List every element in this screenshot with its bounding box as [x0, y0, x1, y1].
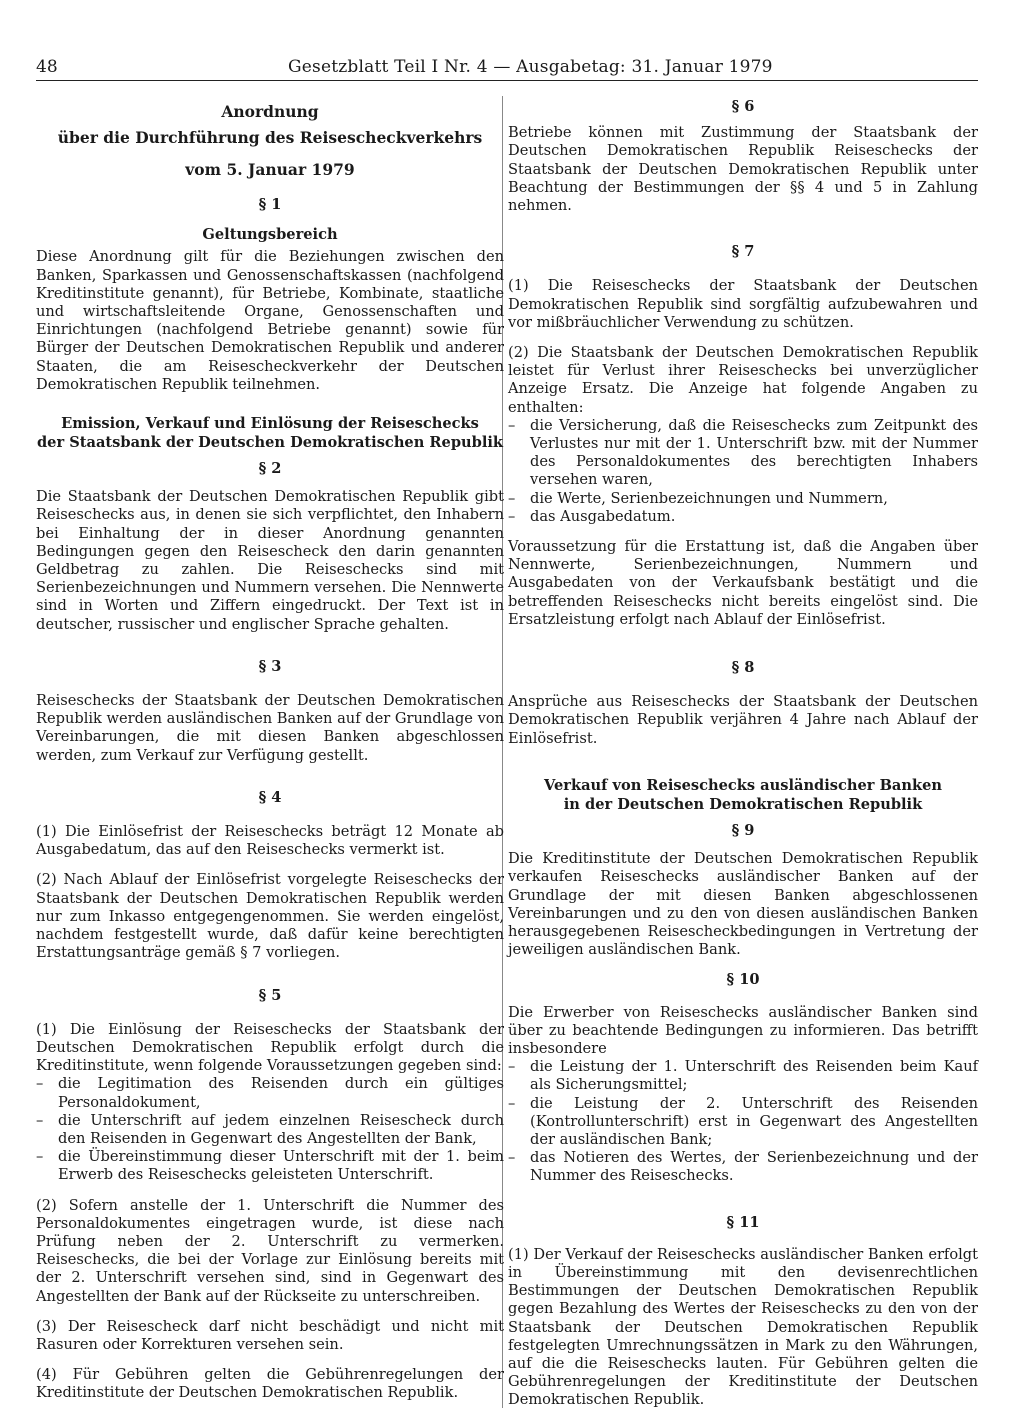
paragraph-heading-2: § 2 [258, 460, 282, 478]
list-item: – die Versicherung, daß die Reiseschecks zum Zeitpunkt des Verlustes nur mit der 1. Unterschrift bzw. mit der Nummer des Personaldokumentes des berechtigten Inhabers versehen waren, [508, 417, 978, 490]
document-title-line-2: über die Durchführung des Reisescheckverkehrs [57, 128, 483, 147]
paragraph-heading-3: § 3 [258, 657, 282, 675]
section-heading-emission-line-2: der Staatsbank der Deutschen Demokratischen Republik [36, 434, 504, 452]
list-item: – das Ausgabedatum. [508, 508, 978, 526]
paragraph-9-text: Die Kreditinstitute der Deutschen Demokratischen Republik verkaufen Reiseschecks ausländischer Banken auf der Grundlage der mit diesen Banken abgeschlossenen Vereinbarungen und zu den von diesen ausländischen Banken herausgegebenen Reisescheckbedingungen in Vertretung der jeweiligen ausländischen Bank. [508, 850, 978, 959]
paragraph-heading-7: § 7 [731, 243, 755, 261]
paragraph-3-text: Reiseschecks der Staatsbank der Deutschen Demokratischen Republik werden ausländischen Banken auf der Grundlage von Vereinbarungen, die mit diesen Banken abgeschlossen werden, zum Verkauf zur Verfügung gestellt. [36, 692, 505, 764]
paragraph-6-text: Betriebe können mit Zustimmung der Staatsbank der Deutschen Demokratischen Republik Reiseschecks der Staatsbank der Deutschen Demokratischen Republik unter Beachtung der Bestimmungen der §§ 4 und 5 in Zahlung nehmen. [508, 124, 978, 215]
paragraph-1-text: Diese Anordnung gilt für die Beziehungen zwischen den Banken, Sparkassen und Genossenschaftskassen (nachfolgend Kreditinstitute genannt), für Betriebe, Kombinate, staatliche und wirtschaftsleitende Organe, Genossenschaften und Einrichtungen (nachfolgend Betriebe genannt) sowie für Bürger der Deutschen Demokratischen Republik und anderer Staaten, die am Reisescheckverkehr der Deutschen Demokratischen Republik teilnehmen. [36, 248, 504, 393]
section-heading-foreign-banks-line-1: Verkauf von Reiseschecks ausländischer Banken [544, 776, 942, 794]
document-date: vom 5. Januar 1979 [185, 160, 355, 179]
paragraph-8-text: Ansprüche aus Reiseschecks der Staatsbank der Deutschen Demokratischen Republik verjähren 4 Jahre nach Ablauf der Einlösefrist. [508, 693, 978, 747]
section-heading-emission-line-1: Emission, Verkauf und Einlösung der Reiseschecks [61, 415, 479, 433]
section-heading-foreign-banks-line-2: in der Deutschen Demokratischen Republik [563, 795, 923, 813]
document-title-line-1: Anordnung [221, 102, 319, 121]
page-header [36, 50, 978, 81]
paragraph-heading-6: § 6 [731, 98, 755, 115]
paragraph-5-conditions-list [36, 1075, 504, 1184]
paragraph-heading-8: § 8 [731, 659, 755, 677]
paragraph-11-subsection-1: (1) Der Verkauf der Reiseschecks ausländischer Banken erfolgt in Übereinstimmung mit den devisenrechtlichen Bestimmungen der Deutschen Demokratischen Republik gegen Bezahlung des Wertes der Reiseschecks zu den von der Staatsbank der Deutschen Demokratischen Republik festgelegten Umrechnungssätzen in Mark zu den Währungen, auf die die Reiseschecks lauten. Für Gebühren gelten die Gebührenregelungen der Kreditinstitute der Deutschen Demokratischen Republik. [508, 1245, 978, 1409]
paragraph-heading-9: § 9 [731, 821, 755, 839]
list-item: – die Werte, Serienbezeichnungen und Nummern, [508, 490, 978, 508]
paragraph-5-subsection-1: (1) Die Einlösung der Reiseschecks der Staatsbank der Deutschen Demokratischen Republik erfolgt durch die Kreditinstitute, wenn folgende Voraussetzungen gegeben sind: [36, 1020, 504, 1075]
page-number: 48 [36, 57, 58, 77]
paragraph-5-subsection-2: (2) Sofern anstelle der 1. Unterschrift die Nummer des Personaldokumentes eingetragen wurde, ist diese nach Prüfung neben der 2. Unterschrift zu vermerken. Reiseschecks, die bei der Vorlage zur Einlösung bereits mit der 2. Unterschrift versehen sind, sind in Gegenwart des Angestellten der Bank auf der Rückseite zu unterschreiben. [36, 1196, 504, 1305]
paragraph-2-text: Die Staatsbank der Deutschen Demokratischen Republik gibt Reiseschecks aus, in denen sie sich verpflichtet, den Inhabern bei Einhaltung der in dieser Anordnung genannten Bedingungen gegen den Reisescheck den darin genannten Geldbetrag zu zahlen. Die Reiseschecks sind mit Serienbezeichnungen und Nummern versehen. Die Nennwerte sind in Worten und Ziffern eingedruckt. Der Text ist in deutscher, russischer und englischer Sprache gehalten. [36, 488, 504, 633]
section-heading-emission [36, 414, 504, 452]
paragraph-5-subsection-4: (4) Für Gebühren gelten die Gebührenregelungen der Kreditinstitute der Deutschen Demokratischen Republik. [36, 1366, 504, 1402]
paragraph-heading-10: § 10 [726, 971, 760, 989]
paragraph-subheading-scope: Geltungsbereich [202, 226, 338, 244]
gazette-header-title: Gesetzblatt Teil I Nr. 4 — Ausgabetag: 31. Januar 1979 [288, 57, 773, 77]
paragraph-7-subsection-3: Voraussetzung für die Erstattung ist, daß die Angaben über Nennwerte, Serienbezeichnungen, Nummern und Ausgabedaten von der Verkaufsbank bestätigt und die betreffenden Reiseschecks nicht bereits eingelöst sind. Die Ersatzleistung erfolgt nach Ablauf der Einlösefrist. [508, 538, 978, 628]
list-item: – die Leistung der 2. Unterschrift des Reisenden (Kontrollunterschrift) erst in Gegenwart des Angestellten der ausländischen Bank; [508, 1095, 978, 1150]
list-item: – die Legitimation des Reisenden durch ein gültiges Personaldokument, [36, 1075, 504, 1111]
paragraph-7-subsection-1: (1) Die Reiseschecks der Staatsbank der Deutschen Demokratischen Republik sind sorgfältig aufzubewahren und vor mißbräuchlicher Verwendung zu schützen. [508, 277, 978, 331]
paragraph-heading-1: § 1 [258, 196, 282, 213]
paragraph-7-details-list [508, 417, 978, 526]
paragraph-heading-4: § 4 [258, 788, 282, 806]
paragraph-heading-11: § 11 [726, 1213, 760, 1231]
list-item: – die Unterschrift auf jedem einzelnen Reisescheck durch den Reisenden in Gegenwart des Angestellten der Bank, [36, 1112, 504, 1148]
paragraph-5-subsection-3: (3) Der Reisescheck darf nicht beschädigt und nicht mit Rasuren oder Korrekturen versehen sein. [36, 1317, 504, 1353]
list-item: – die Übereinstimmung dieser Unterschrift mit der 1. beim Erwerb des Reiseschecks geleisteten Unterschrift. [36, 1148, 504, 1184]
paragraph-10-conditions-list [508, 1058, 978, 1185]
list-item: – die Leistung der 1. Unterschrift des Reisenden beim Kauf als Sicherungsmittel; [508, 1058, 978, 1094]
paragraph-10-text: Die Erwerber von Reiseschecks ausländischer Banken sind über zu beachtende Bedingungen zu informieren. Das betrifft insbesondere [508, 1003, 978, 1057]
section-heading-foreign-banks [508, 776, 978, 814]
paragraph-7-subsection-2: (2) Die Staatsbank der Deutschen Demokratischen Republik leistet für Verlust ihrer Reiseschecks bei unverzüglicher Anzeige Ersatz. Die Anzeige hat folgende Angaben zu enthalten: [508, 344, 978, 416]
paragraph-heading-5: § 5 [258, 986, 282, 1004]
list-item: – das Notieren des Wertes, der Serienbezeichnung und der Nummer des Reiseschecks. [508, 1149, 978, 1185]
paragraph-4-subsection-2: (2) Nach Ablauf der Einlösefrist vorgelegte Reiseschecks der Staatsbank der Deutschen Demokratischen Republik werden nur zum Inkasso entgegengenommen. Sie werden eingelöst, nachdem festgestellt wurde, daß dafür keine berechtigten Erstattungsanträge gemäß § 7 vorliegen. [36, 871, 504, 962]
paragraph-4-subsection-1: (1) Die Einlösefrist der Reiseschecks beträgt 12 Monate ab Ausgabedatum, das auf den Reiseschecks vermerkt ist. [36, 823, 504, 859]
right-column [508, 96, 978, 1422]
left-column [36, 96, 504, 1415]
